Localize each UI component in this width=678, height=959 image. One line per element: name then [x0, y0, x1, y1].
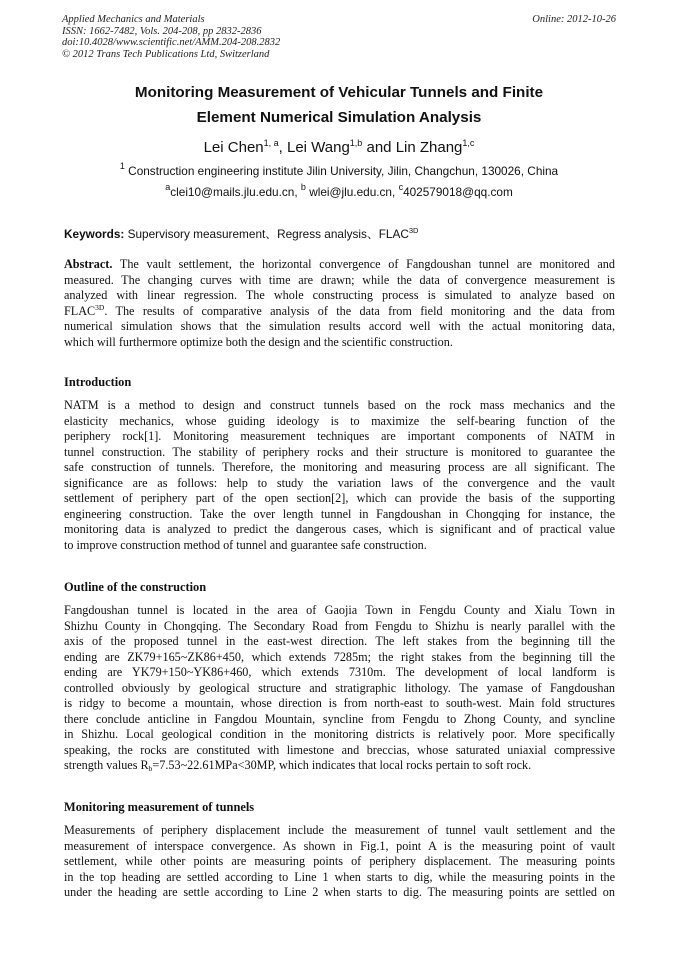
- paragraph-line: monitoring data is analyzed to predict the dangerous cases, which is significant and of practical value: [64, 522, 615, 536]
- journal-name: Applied Mechanics and Materials: [62, 14, 205, 25]
- abstract-line: $FLAC^{3D}$. The results of comparative analysis of the data from field monitoring and the data from: [64, 303, 615, 318]
- keywords-superscript: 3D: [408, 226, 419, 235]
- author-separator: ,: [278, 139, 287, 156]
- paragraph-line: tunnel construction. The stability of periphery rocks and their structure is monitored to guarantee the: [64, 444, 615, 459]
- paper-title-line-2: Element Numerical Simulation Analysis: [196, 109, 482, 126]
- affiliation-text: Construction engineering institute Jilin University, Jilin, Changchun, 130026, China: [124, 164, 559, 178]
- affiliation-mark: 1: [119, 161, 125, 171]
- paragraph-line: in the top heading are settled according to Line 1 when starts to dig, while the measuring points in the: [64, 869, 615, 884]
- email-address: wlei@jlu.edu.cn,: [305, 185, 399, 199]
- paragraph-line: axis of the proposed tunnel in the east-west direction. The left stakes from the beginning till the: [64, 634, 615, 648]
- email-mark: b: [300, 182, 306, 192]
- email-address: clei10@mails.jlu.edu.cn,: [170, 185, 301, 199]
- author-name: Lei Wang: [286, 139, 350, 156]
- paragraph-line: to improve construction method of tunnel and guarantee safe construction.: [64, 537, 427, 552]
- author-affiliation-mark: 1,c: [462, 138, 475, 148]
- abstract-line: measured. The changing curves with time are drawn; while the data of convergence measurement is: [64, 272, 615, 287]
- paragraph-line: NATM is a method to design and construct tunnels based on the rock mass mechanics and the: [64, 398, 615, 412]
- author-affiliation-mark: 1,b: [349, 138, 363, 148]
- paragraph-line: settlement of periphery part of the open section[2], which can provide the basis of the supporting: [64, 491, 615, 505]
- paragraph-line: speaking, the rocks are constituted with limestone and breccias, whose saturated uniaxial compressive: [64, 742, 615, 757]
- author-name: Lin Zhang: [395, 139, 463, 156]
- paragraph-line: engineering construction. Take the over length tunnel in Fangdoushan in Chongqing for instance, the: [64, 506, 615, 521]
- abstract-line: which will furthermore optimize both the design and the scientific construction.: [64, 334, 453, 349]
- online-date: Online: 2012-10-26: [532, 14, 616, 25]
- keywords-text: Supervisory measurement、Regress analysis、FLAC: [124, 227, 409, 241]
- section-heading-introduction: Introduction: [64, 375, 132, 389]
- abstract: [64, 257, 615, 350]
- paragraph-line: safe construction of tunnels. Therefore, the monitoring and measuring process are all significant. The: [64, 460, 615, 474]
- paragraph-line: Shizhu County in Chongqing. The Secondary Road from Fengdu to Shizhu is nearly parallel with the: [64, 618, 615, 633]
- monitoring-body: [64, 823, 615, 901]
- paragraph-line: ending are ZK79+165~ZK86+450, which extends 7285m; the right stakes from the beginning till the: [64, 649, 615, 664]
- paragraph-line: ending are YK79+150~YK86+460, which extends 7310m. The development of local landform is: [64, 665, 615, 679]
- section-heading-monitoring: Monitoring measurement of tunnels: [64, 800, 255, 814]
- journal-issn: ISSN: 1662-7482, Vols. 204-208, pp 2832-2836: [62, 25, 262, 37]
- paragraph-line: significance are as follows: help to study the variation laws of the convergence and the vault: [64, 475, 615, 490]
- author-emails: [60, 184, 618, 200]
- paragraph-line: Measurements of periphery displacement include the measurement of tunnel vault settlement and the: [64, 823, 615, 837]
- paragraph-line: measurement of interspace convergence. As shown in Fig.1, point A is the measuring point of vault: [64, 838, 615, 853]
- author-separator: and: [362, 139, 396, 156]
- abstract-line: Abstract. The vault settlement, the horizontal convergence of Fangdoushan tunnel are monitored and: [64, 257, 615, 271]
- paragraph-line: elasticity mechanics, whose guiding ideology is to maximize the self-bearing function of the: [64, 413, 615, 428]
- paragraph-line: there conclude anticline in Fangdou Mountain, syncline from Fengdu to Zhong County, and syncline: [64, 711, 615, 726]
- paper-title: [60, 80, 618, 130]
- paper-title-line-1: Monitoring Measurement of Vehicular Tunnels and Finite: [134, 84, 544, 101]
- paragraph-line: periphery rock[1]. Monitoring measurement techniques are important components of NATM in: [64, 429, 615, 443]
- introduction-body: [64, 398, 615, 553]
- paragraph-line: under the heading are settle according to Line 2 when starts to dig. The measuring points are settled on: [64, 885, 615, 899]
- author-affiliation-mark: 1, a: [263, 138, 279, 148]
- email-address: 402579018@qq.com: [403, 185, 513, 199]
- email-mark: c: [398, 182, 404, 192]
- author-list: [60, 138, 618, 158]
- keywords-label: Keywords:: [64, 227, 125, 241]
- author-name: Lei Chen: [203, 139, 264, 156]
- paragraph-line: settlement, while other points are measuring points of periphery displacement. The measuring points: [64, 854, 615, 868]
- abstract-label: Abstract.: [64, 257, 113, 271]
- journal-copyright: © 2012 Trans Tech Publications Ltd, Switzerland: [62, 48, 270, 60]
- paragraph-line: Fangdoushan tunnel is located in the area of Gaojia Town in Fengdu County and Xialu Town in: [64, 603, 615, 617]
- abstract-line: analyzed with linear regression. The whole constructing process is simulated to analyze based on: [64, 288, 615, 302]
- email-mark: a: [165, 182, 171, 192]
- journal-header: [62, 14, 280, 60]
- paragraph-line: controlled obviously by geological structure and stratigraphic lithology. The yamase of Fangdoushan: [64, 680, 615, 695]
- abstract-line: numerical simulation shows that the simulation results accord well with the actual monitoring data,: [64, 319, 615, 333]
- author-affiliation: [60, 163, 618, 179]
- paragraph-line: is ridgy to become a mountain, whose direction is from north-east to south-west. Main fold structures: [64, 696, 615, 710]
- outline-body: [64, 603, 615, 774]
- paragraph-line: strength values $R_b=7.53\sim 22.61MPa<30MP$, which indicates that local rocks pertain to soft rock.: [64, 758, 532, 773]
- section-heading-outline: Outline of the construction: [64, 580, 207, 594]
- keywords: [64, 226, 616, 242]
- paragraph-line: in Shizhu. Local geological condition in the monitoring districts is relatively poor. More specifically: [64, 727, 615, 741]
- journal-doi: doi:10.4028/www.scientific.net/AMM.204-208.2832: [62, 37, 281, 49]
